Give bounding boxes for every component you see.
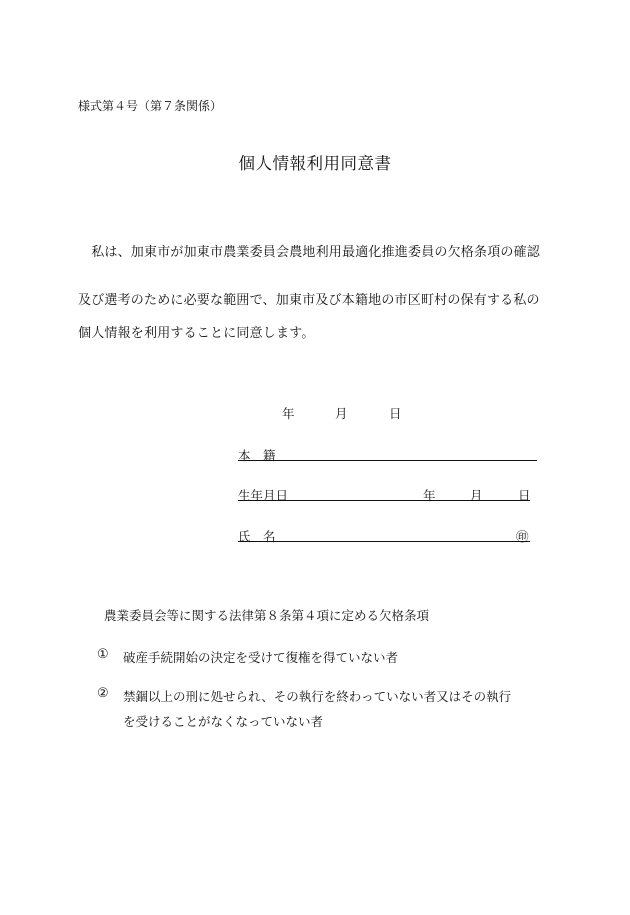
clause-1-text: 破産手続開始の決定を受けて復権を得ていない者	[123, 650, 399, 665]
date-month-label: 月	[335, 406, 348, 421]
consent-text-line-1: 私は、加東市が加東市農業委員会農地利用最適化推進委員の欠格条項の確認	[78, 245, 541, 260]
birth-month-label: 月	[470, 488, 483, 503]
name-label: 氏 名	[238, 529, 276, 544]
name-field[interactable]	[238, 541, 530, 542]
disqualification-heading: 農業委員会等に関する法律第８条第４項に定める欠格条項	[104, 608, 430, 623]
honseki-field[interactable]	[238, 460, 537, 461]
clause-1-number: ①	[97, 647, 109, 662]
birthdate-field[interactable]	[238, 500, 530, 501]
birthdate-label: 生年月日	[238, 488, 289, 503]
honseki-label: 本 籍	[238, 448, 276, 463]
clause-2-text-line-1: 禁錮以上の刑に処せられ、その執行を終わっていない者又はその執行	[123, 689, 512, 704]
clause-2-text-line-2: を受けることがなくなっていない者	[123, 714, 324, 729]
date-day-label: 日	[389, 406, 402, 421]
page-title: 個人情報利用同意書	[238, 154, 392, 173]
clause-2-number: ②	[97, 686, 109, 701]
consent-text-line-3: 個人情報を利用することに同意します。	[78, 326, 315, 341]
birth-year-label: 年	[423, 488, 436, 503]
seal-mark: ㊞	[516, 529, 529, 544]
birth-day-label: 日	[518, 488, 531, 503]
date-year-label: 年	[282, 406, 295, 421]
form-number: 様式第４号（第７条関係）	[78, 99, 223, 113]
consent-text-line-2: 及び選考のために必要な範囲で、加東市及び本籍地の市区町村の保有する私の	[78, 293, 540, 308]
